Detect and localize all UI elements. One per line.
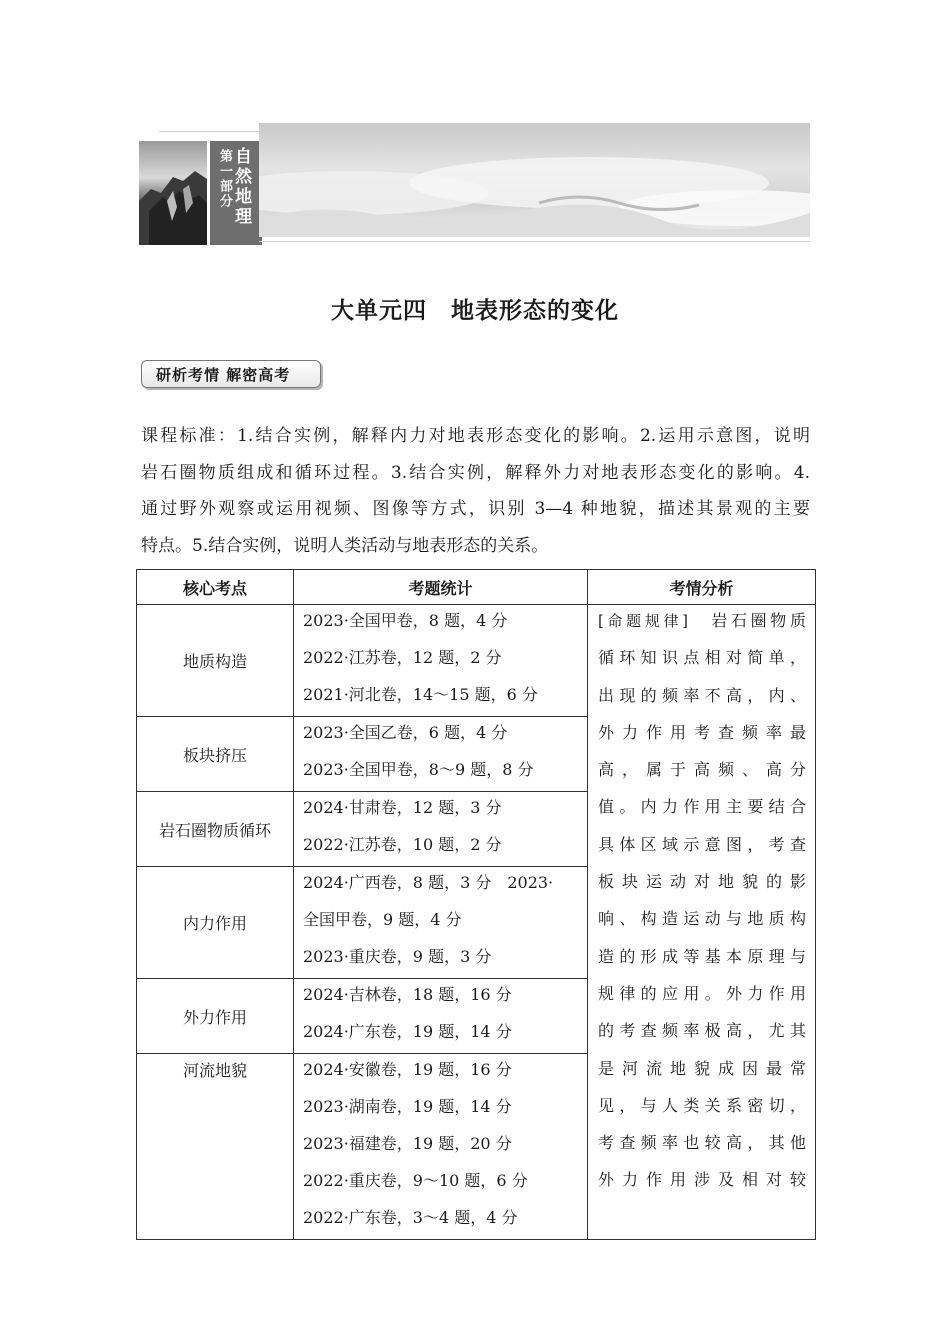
table-row <box>137 605 816 717</box>
analysis-line: 考查频率也较高，其他 <box>598 1133 806 1153</box>
page-title: 大单元四 地表形态的变化 <box>331 298 619 324</box>
stats-cell <box>294 605 588 717</box>
banner-divider <box>159 131 259 132</box>
stat-line: 2024·吉林卷，18 题，16 分 <box>303 985 512 1004</box>
analysis-line: 循环知识点相对简单， <box>598 648 806 668</box>
part-name: 自然地理 <box>231 147 251 227</box>
analysis-tag: [命题规律] <box>598 612 688 630</box>
stat-line: 2024·广西卷，8 题，3 分 2023· <box>303 873 554 892</box>
topic-cell: 地质构造 <box>137 605 294 717</box>
stats-cell <box>294 979 588 1054</box>
stat-line: 2022·重庆卷，9～10 题，6 分 <box>303 1171 528 1190</box>
stats-cell <box>294 792 588 867</box>
analysis-line: 外力作用考查频率最 <box>598 722 806 742</box>
topic-cell: 内力作用 <box>137 867 294 979</box>
part-label: 第一部分 <box>217 149 232 209</box>
analysis-line: 的考查频率极高，尤其 <box>598 1021 806 1041</box>
standard-line: 岩石圈物质组成和循环过程。3.结合实例，解释外力对地表形态变化的影响。4. <box>141 462 810 483</box>
stats-cell <box>294 867 588 979</box>
analysis-line: 造的形成等基本原理与 <box>598 946 806 966</box>
analysis-line-text: 岩石圈物质 <box>711 611 806 630</box>
analysis-line: 是河流地貌成因最常 <box>598 1058 806 1078</box>
analysis-line: 出现的频率不高，内、 <box>598 685 806 705</box>
header-exam-stats: 考题统计 <box>294 570 588 605</box>
header-core-topic: 核心考点 <box>137 570 294 605</box>
standard-line: 特点。5.结合实例，说明人类活动与地表形态的关系。 <box>141 535 549 556</box>
part-tab <box>207 141 262 245</box>
stat-line: 全国甲卷，9 题，4 分 <box>303 910 462 929</box>
stat-line: 2023·全国甲卷，8 题，4 分 <box>303 611 508 630</box>
header-analysis: 考情分析 <box>588 570 816 605</box>
stat-line: 2024·甘肃卷，12 题，3 分 <box>303 798 502 817</box>
section-badge <box>141 360 321 388</box>
stat-line: 2023·福建卷，19 题，20 分 <box>303 1134 512 1153</box>
section-badge-label: 研析考情 解密高考 <box>156 366 291 384</box>
stat-line: 2023·全国乙卷，6 题，4 分 <box>303 723 508 742</box>
banner-divider <box>259 241 810 242</box>
stats-cell <box>294 717 588 792</box>
analysis-line: 具体区域示意图，考查 <box>598 834 806 854</box>
table-header-row <box>137 570 816 605</box>
analysis-line: 规律的应用。外力作用 <box>598 983 806 1003</box>
stats-cell <box>294 1054 588 1240</box>
cloud-landscape <box>259 123 810 237</box>
standard-line: 课程标准：1.结合实例，解释内力对地表形态变化的影响。2.运用示意图，说明 <box>141 426 810 446</box>
topic-cell: 岩石圈物质循环 <box>137 792 294 867</box>
stat-line: 2023·湖南卷，19 题，14 分 <box>303 1097 512 1116</box>
stat-line: 2022·江苏卷，10 题，2 分 <box>303 835 502 854</box>
analysis-line: 板块运动对地貌的影 <box>598 872 806 892</box>
curriculum-standard <box>141 418 810 564</box>
stat-line: 2023·全国甲卷，8～9 题，8 分 <box>303 760 534 779</box>
exam-analysis-table <box>136 569 816 1240</box>
stat-line: 2024·安徽卷，19 题，16 分 <box>303 1060 512 1079</box>
stat-line: 2022·广东卷，3～4 题，4 分 <box>303 1208 518 1227</box>
analysis-line: 响、构造运动与地质构 <box>598 909 806 929</box>
standard-line: 通过野外观察或运用视频、图像等方式，识别 3—4 种地貌，描述其景观的主要 <box>141 499 810 519</box>
topic-cell: 板块挤压 <box>137 717 294 792</box>
analysis-line: 外力作用涉及相对较 <box>598 1170 806 1190</box>
stat-line: 2022·江苏卷，12 题，2 分 <box>303 648 502 667</box>
analysis-line: 值。内力作用主要结合 <box>598 797 806 817</box>
analysis-line <box>598 605 806 642</box>
analysis-line: 见，与人类关系密切， <box>598 1095 806 1115</box>
analysis-cell <box>588 605 816 1240</box>
chapter-banner <box>139 123 810 247</box>
stat-line: 2024·广东卷，19 题，14 分 <box>303 1022 512 1041</box>
topic-cell: 外力作用 <box>137 979 294 1054</box>
stat-line: 2021·河北卷，14～15 题，6 分 <box>303 685 538 704</box>
analysis-line: 高，属于高频、高分 <box>598 760 806 780</box>
topic-cell: 河流地貌 <box>137 1054 294 1240</box>
stat-line: 2023·重庆卷，9 题，3 分 <box>303 947 492 966</box>
mountain-photo <box>139 141 207 245</box>
